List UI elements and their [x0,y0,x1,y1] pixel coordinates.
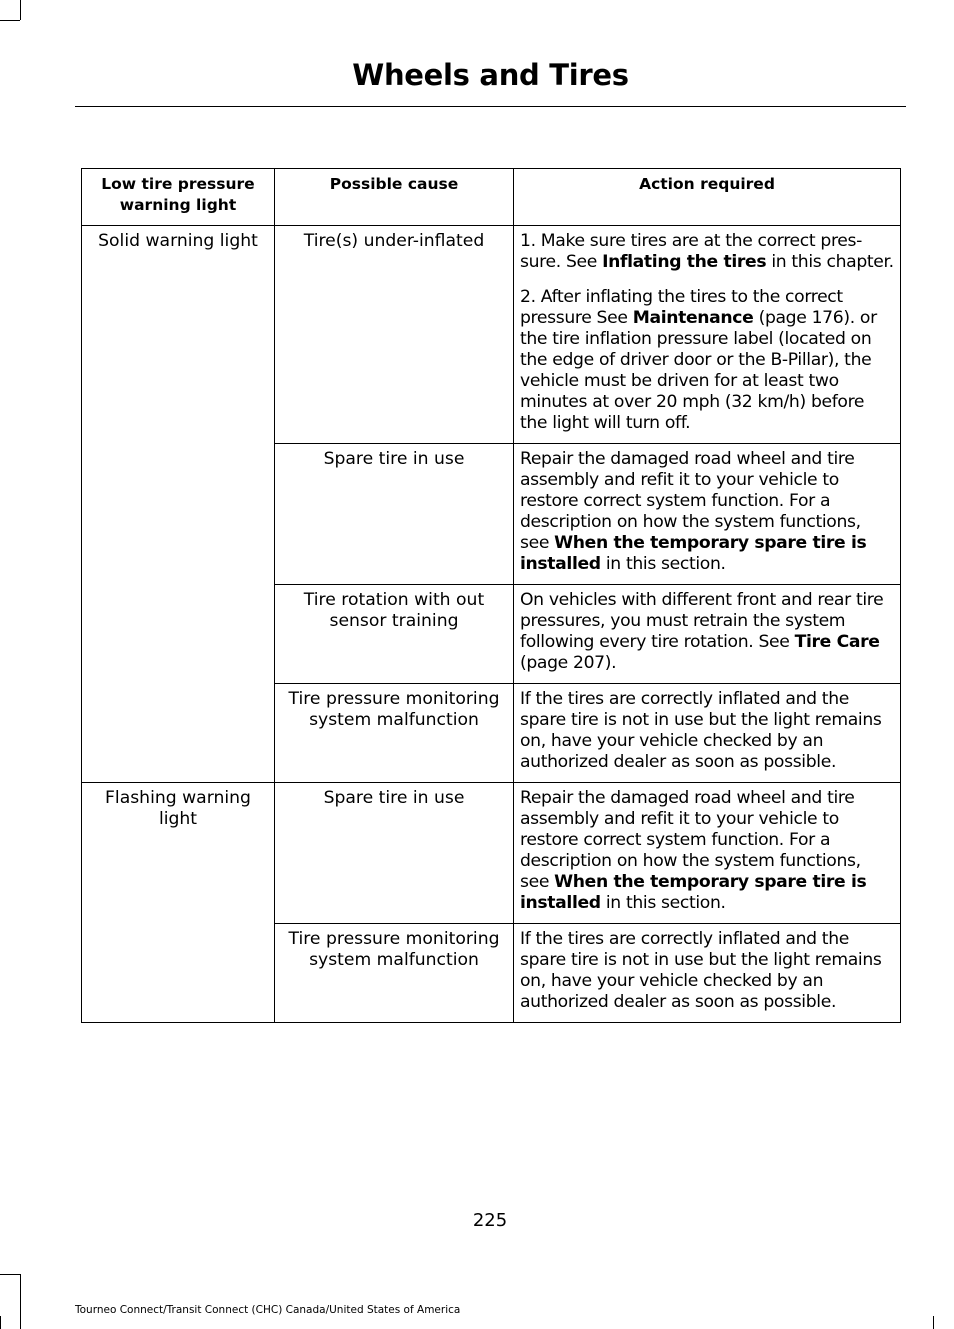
action-paragraph [520,287,894,434]
footer-text: Tourneo Connect/Transit Connect (CHC) Canada/United States of America [75,1304,461,1316]
table-row [82,924,901,1023]
cause-cell: Spare tire in use [275,783,514,924]
cross-reference: Inflating the tires [602,252,767,272]
header-possible-cause: Possible cause [275,169,514,226]
action-text: On vehicles with different front and rear tire pressures, you must retrain the system following every tire rotation. See [520,590,884,652]
header-action-required: Action required [514,169,901,226]
cross-reference: When the temporary spare tire is installed [520,533,867,574]
table-header-row [82,169,901,226]
table-row [82,444,901,585]
action-text: 2. After inflating the tires to the correct pressure See [520,287,843,328]
cause-cell: Tire(s) under-inflated [275,226,514,444]
action-text: Repair the damaged road wheel and tire assembly and refit it to your vehicle to restore correct system function. For a description on how the system functions, see [520,788,861,892]
action-text: in this chapter. [766,252,894,272]
cross-reference: Tire Care [794,632,880,652]
table-row [82,226,901,444]
cause-cell: Tire pressure monitoring system malfunction [275,684,514,783]
action-paragraph [520,231,894,273]
action-text: (page 176). or the tire inflation pressure label (located on the edge of driver door or the B-Pillar), the vehicle must be driven for at least two minutes at over 20 mph (32 km/h) before the light will turn off. [520,308,877,433]
title-rule [75,106,906,107]
action-cell: If the tires are correctly inflated and the spare tire is not in use but the light remains on, have your vehicle checked by an authorized dealer as soon as possible. [514,684,901,783]
header-warning-light: Low tire pressure warning light [82,169,275,226]
action-text: (page 207). [520,653,617,673]
warning-light-cell-empty [82,585,275,684]
cause-cell: Spare tire in use [275,444,514,585]
crop-mark [0,1274,20,1275]
page-number: 225 [472,1210,508,1231]
crop-mark [0,20,20,21]
action-text: in this section. [600,893,726,913]
action-cell [514,226,901,444]
crop-mark [933,1316,934,1329]
action-cell [514,585,901,684]
warning-light-cell-empty [82,444,275,585]
warning-light-cell-empty [82,924,275,1023]
tire-pressure-table [81,168,901,1023]
cause-cell: Tire pressure monitoring system malfunction [275,924,514,1023]
cross-reference: When the temporary spare tire is installed [520,872,867,913]
action-cell: If the tires are correctly inflated and the spare tire is not in use but the light remains on, have your vehicle checked by an authorized dealer as soon as possible. [514,924,901,1023]
action-cell [514,783,901,924]
crop-mark [20,0,21,20]
crop-mark [20,1274,21,1329]
warning-light-cell: Solid warning light [82,226,275,444]
action-text: Repair the damaged road wheel and tire assembly and refit it to your vehicle to restore correct system function. For a description on how the system functions, see [520,449,861,553]
table-row [82,783,901,924]
warning-light-cell: Flashing warning light [82,783,275,924]
warning-light-cell-empty [82,684,275,783]
table-row [82,585,901,684]
cross-reference: Maintenance [632,308,754,328]
cause-cell: Tire rotation with out sensor training [275,585,514,684]
table-row [82,684,901,783]
action-text: 1. Make sure tires are at the correct pres-sure. See [520,231,862,272]
page-title: Wheels and Tires [352,58,629,92]
action-cell [514,444,901,585]
action-text: in this section. [600,554,726,574]
crop-mark [0,1316,1,1329]
